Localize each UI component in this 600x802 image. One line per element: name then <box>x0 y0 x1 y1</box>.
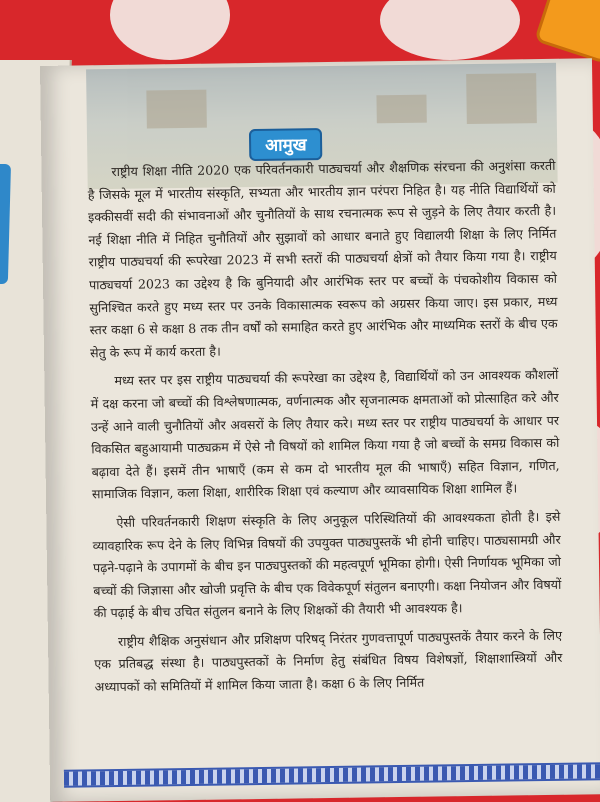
cloth-flower-2 <box>380 0 520 60</box>
decorative-border <box>64 762 600 788</box>
paragraph: राष्ट्रीय शैक्षिक अनुसंधान और प्रशिक्षण परिषद् निरंतर गुणवत्तापूर्ण पाठ्यपुस्तकें तैयार करने के लिए एक प्रतिबद्ध संस्था है। पाठ्यपुस्तकों के निर्माण हेतु संबंधित विषय विशेषज्ञों, शिक्षाशास्त्रियों और अध्यापकों को समितियों में शामिल किया जाता है। कक्षा 6 के लिए निर्मित <box>94 627 563 695</box>
orange-object <box>534 0 600 64</box>
chapter-tab <box>0 164 11 284</box>
cloth-flower-1 <box>110 0 230 60</box>
illustration-hut-right <box>466 73 537 124</box>
book-page <box>40 58 600 802</box>
paragraph: मध्य स्तर पर इस राष्ट्रीय पाठ्यचर्या की रूपरेखा का उद्देश्य है, विद्यार्थियों को उन आवश्यक कौशलों में दक्ष करना जो बच्चों की विश्लेषणात्मक, वर्णनात्मक और सृजनात्मक क्षमताओं को प्रोत्साहित करे और उन्हें आने वाली चुनौतियों और अवसरों के लिए तैयार करे। मध्य स्तर पर राष्ट्रीय पाठ्यचर्या के आधार पर विकसित बहुआयामी पाठ्यक्रम में ऐसे नौ विषयों को शामिल किया गया है जो बच्चों के समग्र विकास को बढ़ावा देते हैं। इसमें तीन भाषाएँ (कम से कम दो भारतीय मूल की भाषाएँ) सहित विज्ञान, गणित, सामाजिक विज्ञान, कला शिक्षा, शारीरिक शिक्षा एवं कल्याण और व्यावसायिक शिक्षा शामिल हैं। <box>90 367 560 502</box>
paragraph: ऐसी परिवर्तनकारी शिक्षण संस्कृति के लिए अनुकूल परिस्थितियों की आवश्यकता होती है। इसे व्यावहारिक रूप देने के लिए विभिन्न विषयों की उपयुक्त पाठ्यपुस्तकें भी होनी चाहिए। पाठ्यसामग्री और पढ़ने-पढ़ाने के उपागमों के बीच इन पाठ्यपुस्तकों की महत्वपूर्ण भूमिका होगी। ऐसी निर्णायक भूमिका जो बच्चों की जिज्ञासा और खोजी प्रवृत्ति के बीच एक विवेकपूर्ण संतुलन बनाएगी। कक्षा नियोजन और विषयों की पढ़ाई के बीच उचित संतुलन बनाने के लिए शिक्षकों की तैयारी भी आवश्यक है। <box>92 508 562 621</box>
page-title: आमुख <box>249 128 323 161</box>
body-text <box>87 155 563 705</box>
illustration-cattle <box>376 95 426 124</box>
illustration-hut-left <box>146 90 207 129</box>
paragraph: राष्ट्रीय शिक्षा नीति 2020 एक परिवर्तनकारी पाठ्यचर्या और शैक्षणिक संरचना की अनुशंसा करती है जिसके मूल में भारतीय संस्कृति, सभ्यता और भारतीय ज्ञान परंपरा निहित है। यह नीति विद्यार्थियों को इक्कीसवीं सदी की संभावनाओं और चुनौतियों के साथ रचनात्मक रूप से जुड़ने के लिए तैयार करती है। नई शिक्षा नीति में निहित चुनौतियों और सुझावों को आधार बनाते हुए विद्यालयी शिक्षा के लिए निर्मित राष्ट्रीय पाठ्यचर्या की रूपरेखा 2023 में सभी स्तरों की पाठ्यचर्या क्षेत्रों को तैयार किया गया है। राष्ट्रीय पाठ्यचर्या 2023 का उद्देश्य है कि बुनियादी और आरंभिक स्तर पर बच्चों के पंचकोशीय विकास को सुनिश्चित करते हुए मध्य स्तर पर उनके विकासात्मक स्वरूप को अग्रसर किया जाए। इस प्रकार, मध्य स्तर कक्षा 6 से कक्षा 8 तक तीन वर्षों को समाहित करते हुए आरंभिक और माध्यमिक स्तरों के बीच एक सेतु के रूप में कार्य करता है। <box>87 157 558 361</box>
